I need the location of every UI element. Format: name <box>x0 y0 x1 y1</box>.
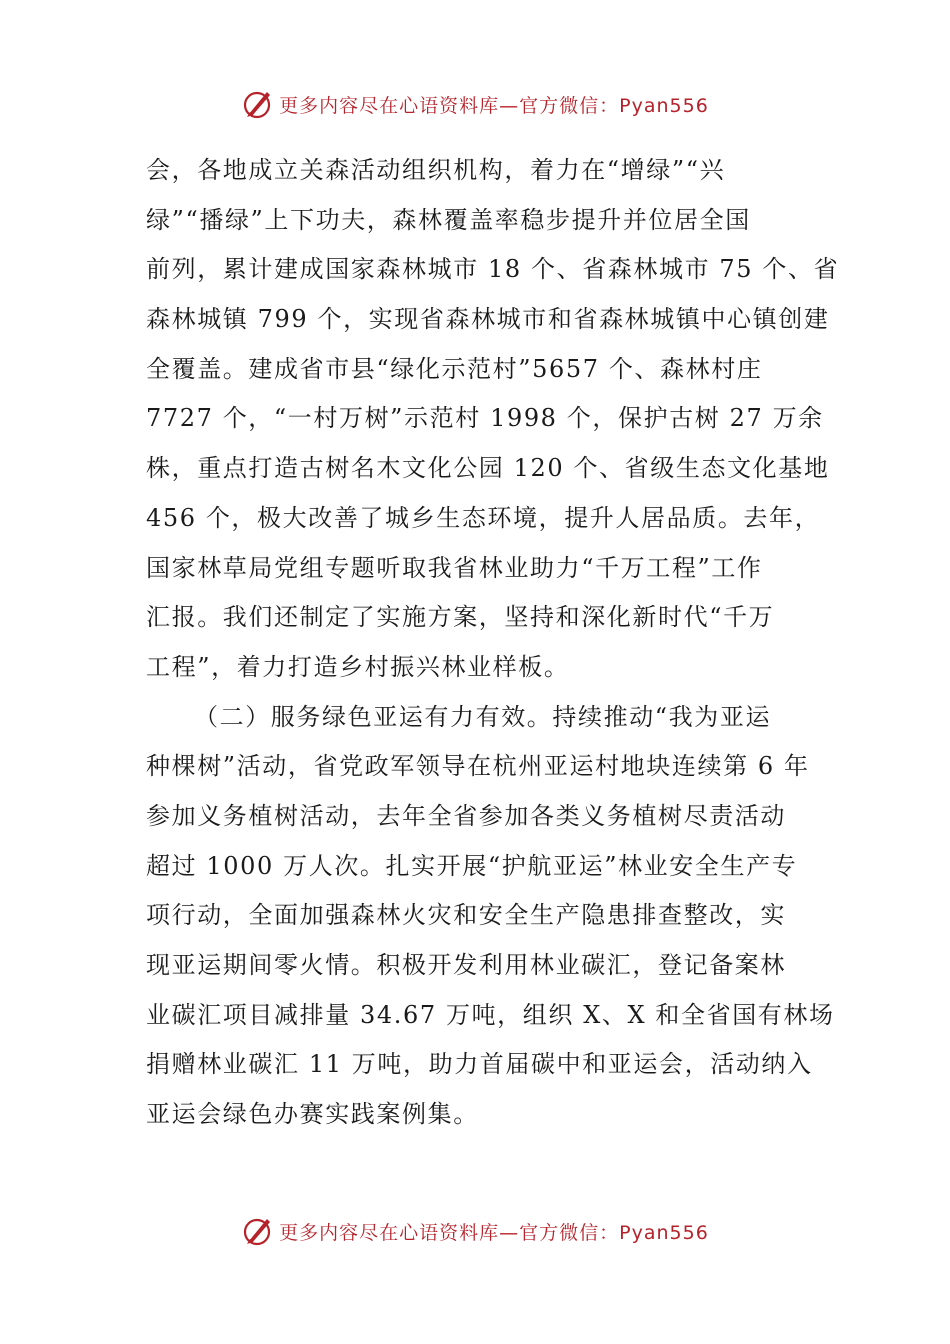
text-line: 汇报。我们还制定了实施方案，坚持和深化新时代“千万 <box>146 603 775 632</box>
text-line: 456 个，极大改善了城乡生态环境，提升人居品质。去年， <box>146 503 821 532</box>
text-line: 绿”“播绿”上下功夫，森林覆盖率稳步提升并位居全国 <box>146 205 751 234</box>
text-line: 株，重点打造古树名木文化公园 120 个、省级生态文化基地 <box>146 454 830 483</box>
text-line: 会，各地成立关森活动组织机构，着力在“增绿”“兴 <box>146 156 726 184</box>
text-line: 全覆盖。建成省市县“绿化示范村”5657 个、森林村庄 <box>146 354 763 383</box>
text-line: 现亚运期间零火情。积极开发利用林业碳汇，登记备案林 <box>146 951 786 979</box>
text-line: 种棵树”活动，省党政军领导在杭州亚运村地块连续第 6 年 <box>146 752 810 781</box>
text-line: 前列，累计建成国家森林城市 18 个、省森林城市 75 个、省 <box>146 255 840 284</box>
document-body <box>146 146 840 1140</box>
text-line: 捐赠林业碳汇 11 万吨，助力首届碳中和亚运会，活动纳入 <box>146 1050 813 1079</box>
text-line: 亚运会绿色办赛实践案例集。 <box>146 1100 479 1129</box>
text-line: 工程”，着力打造乡村振兴林业样板。 <box>146 652 570 681</box>
text-line: 国家林草局党组专题听取我省林业助力“千万工程”工作 <box>146 553 763 582</box>
text-line: 7727 个，“一村万树”示范村 1998 个，保护古树 27 万余 <box>146 404 824 433</box>
text-line: 参加义务植树活动，去年全省参加各类义务植树尽责活动 <box>146 801 786 830</box>
text-line: 项行动，全面加强森林火灾和安全生产隐患排查整改，实 <box>146 901 786 930</box>
header-watermark-text: 更多内容尽在心语资料库—官方微信：Pyan556 <box>279 94 709 117</box>
header-watermark <box>0 84 950 124</box>
text-line: 超过 1000 万人次。扎实开展“护航亚运”林业安全生产专 <box>146 851 798 880</box>
pen-logo-icon <box>241 1214 275 1248</box>
text-line: 森林城镇 799 个，实现省森林城市和省森林城镇中心镇创建 <box>146 305 830 334</box>
pen-logo-icon <box>241 87 275 121</box>
section-heading-line: （二）服务绿色亚运有力有效。持续推动“我为亚运 <box>194 702 772 731</box>
text-line: 业碳汇项目减排量 34.67 万吨，组织 X、X 和全省国有林场 <box>146 1000 835 1029</box>
footer-watermark-text: 更多内容尽在心语资料库—官方微信：Pyan556 <box>279 1221 709 1244</box>
footer-watermark <box>0 1211 950 1251</box>
